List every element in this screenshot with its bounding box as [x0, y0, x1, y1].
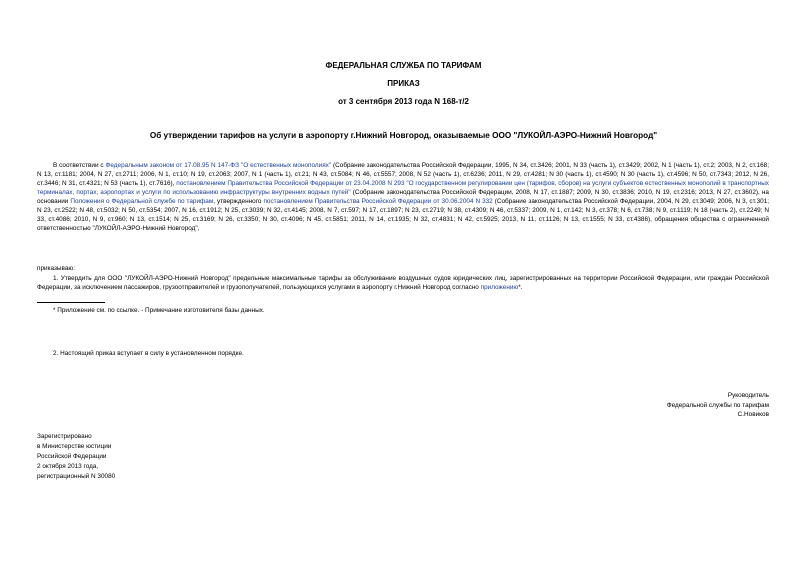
- agency-title: ФЕДЕРАЛЬНАЯ СЛУЖБА ПО ТАРИФАМ: [325, 61, 482, 70]
- registration-line-4: 2 октября 2013 года,: [37, 463, 99, 470]
- link-fst-regulation[interactable]: Положения о Федеральной службе по тарифам: [70, 198, 214, 205]
- footnote-text: * Приложение см. по ссылке. - Примечание изготовителя базы данных.: [53, 307, 265, 314]
- preamble-paragraph: [37, 161, 769, 233]
- preamble-text-1: В соответствии с: [53, 162, 106, 169]
- preamble-text-2: (Собрание законодательства Российской Федерации, 1995, N 34, ст.3426; 2001, N 33 (часть 1), ст.3429; 2002, N 1 (часть 1), ст.2; 2003, N 2, ст.168; N 13, ст.1181; 2004, N 27, ст.2711; 2006, N 1, ст.10; N 19, ст.2063; 2007, N 1 (часть 1), ст.21; N 43, ст.5084; N 46, ст.5557; 2008, N 52 (часть 1), ст.6236; 2011, N 29, ст.4281; N 30 (часть 1), ст.4590; N 30 (часть 1), ст.4596; N 50, ст.7343; 2012, N 26, ст.3446; N 31, ст.4321; N 53 (часть 1), ст.7616),: [37, 162, 769, 187]
- link-government-decree-293[interactable]: постановлением Правительства Российской Федерации от 23.04.2008 N 293 "О государственном регулировании цен (тарифов, сборов) на услуги субъектов естественных монополий в транспортных терминалах, портах, аэропортах и услуги по использованию инфраструктуры внутренних водных путей": [37, 180, 769, 196]
- doc-subject-title: Об утверждении тарифов на услуги в аэропорту г.Нижний Новгород, оказываемые ООО "ЛУКОЙЛ-АЭРО-Нижний Новгород": [149, 131, 658, 140]
- link-federal-law[interactable]: Федеральным законом от 17.08.95 N 147-ФЗ "О естественных монополиях": [105, 162, 332, 169]
- orders-word: приказываю:: [37, 265, 75, 272]
- order-item-1-text: 1. Утвердить для ООО "ЛУКОЙЛ-АЭРО-Нижний Новгород" предельные максимальные тарифы за обслуживание воздушных судов юридических лиц, зарегистрированных на территории Российской Федерации, или граждан Российской Федерации, за исключением пассажиров, грузоотправителей и грузополучателей, пользующихся услугами в аэропорту г.Нижний Новгород согласно: [37, 275, 769, 291]
- signature-name: С.Новиков: [737, 411, 769, 418]
- order-item-2: 2. Настоящий приказ вступает в силу в установленном порядке.: [53, 350, 244, 357]
- registration-line-1: Зарегистрировано: [37, 433, 92, 440]
- link-appendix[interactable]: приложению: [480, 284, 519, 291]
- order-item-1: [37, 274, 769, 292]
- doc-type-title: ПРИКАЗ: [387, 79, 420, 88]
- preamble-text-5: (Собрание законодательства Российской Федерации, 2004, N 29, ст.3049; 2006, N 3, ст.301; N 23, ст.2522; N 48, ст.5032; N 50, ст.5354; 2007, N 16, ст.1912; N 25, ст.3039; N 32, ст.4145; 2008, N 7, ст.597; N 17, ст.1897; N 23, ст.2719; N 38, ст.4309; N 46, ст.5337; 2009, N 1, ст.142; N 3, ст.378; N 6, ст.738; N 9, ст.1119; N 18 (часть 2), ст.2249; N 33, ст.4086; 2010, N 9, ст.960; N 13, ст.1514; N 25, ст.3169; N 26, ст.3350; N 30, ст.4096; N 45, ст.5851; 2011, N 14, ст.1935; N 32, ст.4831; N 42, ст.5925; 2013, N 11, ст.1126; N 13, ст.1555; N 33, ст.4386), обращения общества с ограниченной ответственностью "ЛУКОЙЛ-АЭРО-Нижний Новгород",: [37, 198, 770, 232]
- registration-line-3: Российской Федерации: [37, 453, 107, 460]
- preamble-text-4: , утвержденного: [213, 198, 264, 205]
- footnote-divider: [37, 302, 105, 303]
- signature-position: Руководитель: [727, 392, 769, 399]
- signature-agency: Федеральной службы по тарифам: [666, 401, 769, 409]
- doc-date-number: от 3 сентября 2013 года N 168-т/2: [338, 97, 469, 106]
- registration-block: [37, 432, 115, 482]
- order-item-1-tail: *.: [518, 284, 523, 291]
- registration-line-5: регистрационный N 30080: [37, 473, 116, 480]
- preamble-text-3: (Собрание законодательства Российской Федерации, 2008, N 17, ст.1887; 2009, N 30, ст.3836; 2010, N 19, ст.2316; 2013, N 27, ст.3602), на основании: [37, 189, 769, 205]
- signature-block: [667, 391, 769, 420]
- link-government-decree-332[interactable]: постановлением Правительства Российской Федерации от 30.06.2004 N 332: [263, 198, 493, 205]
- registration-line-2: в Министерстве юстиции: [37, 443, 112, 450]
